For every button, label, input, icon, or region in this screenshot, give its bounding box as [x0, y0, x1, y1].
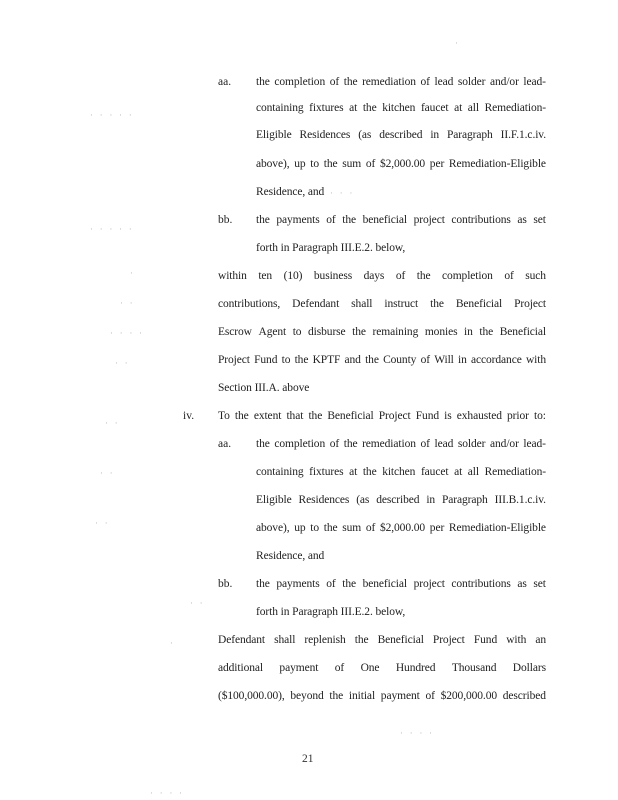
scan-noise: · · [190, 599, 205, 609]
scan-noise: · · · · [150, 789, 185, 799]
item-iv-aa-line: Residence, and [256, 550, 325, 562]
item-iv-intro: To the extent that the Beneficial Project Fund is exhausted prior to: [218, 410, 546, 422]
closing-line: contributions, Defendant shall instruct the Beneficial Project [218, 298, 546, 310]
closing-line: Escrow Agent to disburse the remaining monies in the Beneficial [218, 326, 546, 338]
item-iv-bb-line: the payments of the beneficial project contributions as set [256, 578, 546, 590]
item-iv-aa-label: aa. [218, 438, 232, 450]
item-iv-bb-label: bb. [218, 578, 233, 590]
scan-noise: · [130, 269, 135, 279]
page-number: 21 [302, 753, 314, 765]
item-bb-line: forth in Paragraph III.E.2. below, [256, 242, 406, 254]
item-aa-line: containing fixtures at the kitchen faucet at all Remediation- [256, 102, 546, 114]
item-iv-aa-line: the completion of the remediation of lead solder and/or lead- [256, 438, 546, 450]
iv-closing-line: Defendant shall replenish the Beneficial Project Fund with an [218, 634, 546, 646]
item-aa-line: Eligible Residences (as described in Paragraph II.F.1.c.iv. [256, 129, 546, 141]
item-iv-bb-line: forth in Paragraph III.E.2. below, [256, 606, 406, 618]
scan-noise: · · · · · [90, 111, 134, 121]
scan-noise: · · · · [110, 329, 145, 339]
item-aa-label: aa. [218, 76, 232, 88]
item-aa-line: the completion of the remediation of lead solder and/or lead- [256, 76, 546, 88]
scan-noise: · · [100, 469, 115, 479]
closing-line: Section III.A. above [218, 382, 310, 394]
item-aa-line: above), up to the sum of $2,000.00 per Remediation-Eligible [256, 158, 546, 170]
scan-noise: · · [105, 419, 120, 429]
scan-noise: · · · [330, 189, 355, 199]
scan-noise: · · [95, 519, 110, 529]
item-iv-aa-line: Eligible Residences (as described in Paragraph III.B.1.c.iv. [256, 494, 546, 506]
item-iv-aa-line: above), up to the sum of $2,000.00 per Remediation-Eligible [256, 522, 546, 534]
item-iv-label: iv. [183, 410, 195, 422]
iv-closing-line: additional payment of One Hundred Thousand Dollars [218, 662, 546, 674]
scan-noise: · · [115, 359, 130, 369]
closing-line: Project Fund to the KPTF and the County of Will in accordance with [218, 354, 546, 366]
scan-noise: · [455, 39, 460, 49]
scan-noise: · · [120, 299, 135, 309]
item-bb-line: the payments of the beneficial project contributions as set [256, 214, 546, 226]
scan-noise: · · · · · [90, 225, 134, 235]
scan-noise: · [170, 639, 175, 649]
item-aa-line: Residence, and [256, 186, 325, 198]
item-bb-label: bb. [218, 214, 233, 226]
scan-noise: · · · · [400, 729, 435, 739]
closing-line: within ten (10) business days of the completion of such [218, 270, 546, 282]
iv-closing-line: ($100,000.00), beyond the initial payment of $200,000.00 described [218, 690, 546, 702]
item-iv-aa-line: containing fixtures at the kitchen faucet at all Remediation- [256, 466, 546, 478]
